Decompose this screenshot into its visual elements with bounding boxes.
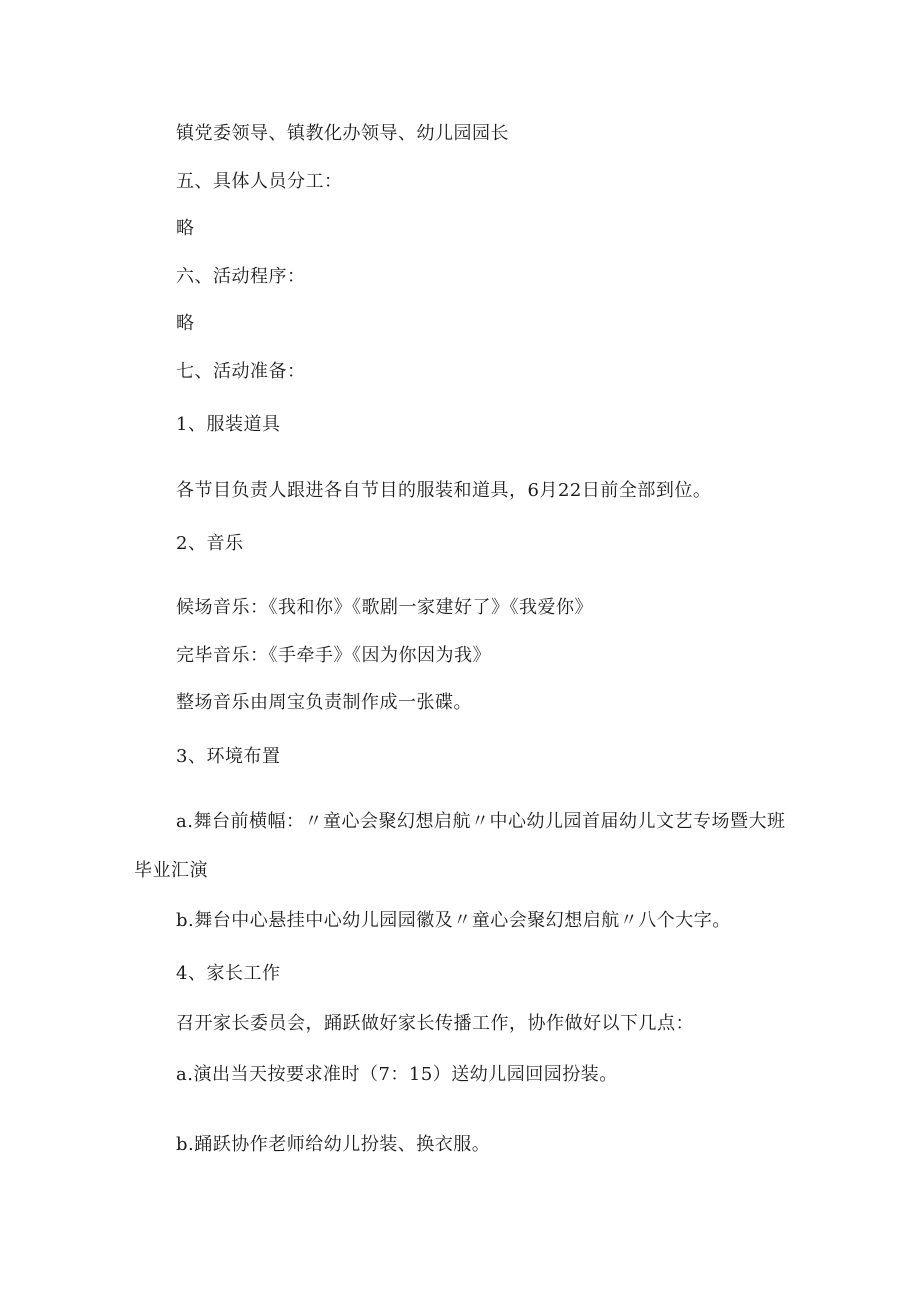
section-heading-staff: 五、具体人员分工：: [176, 171, 343, 192]
parents-meeting-text: 召开家长委员会，踊跃做好家长传播工作，协作做好以下几点：: [176, 1013, 694, 1034]
parents-item-b: b.踊跃协作老师给幼儿扮装、换衣服。: [176, 1134, 491, 1155]
banner-text-line1: a.舞台前横幅：〃童心会聚幻想启航〃中心幼儿园首届幼儿文艺专场暨大班: [176, 811, 786, 832]
emblem-text: b.舞台中心悬挂中心幼儿园园徽及〃童心会聚幻想启航〃八个大字。: [176, 910, 731, 931]
banner-text-line2: 毕业汇演: [134, 860, 208, 881]
costumes-text: 各节目负责人跟进各自节目的服装和道具，6月22日前全部到位。: [176, 480, 712, 501]
parents-item-a: a.演出当天按要求准时（7：15）送幼儿园回园扮装。: [176, 1064, 618, 1085]
subheading-music: 2、音乐: [176, 533, 244, 554]
subheading-parents: 4、家长工作: [176, 963, 281, 984]
attendees-line: 镇党委领导、镇教化办领导、幼儿园园长: [176, 123, 509, 144]
music-disc-text: 整场音乐由周宝负责制作成一张碟。: [176, 692, 472, 713]
section-heading-program: 六、活动程序：: [176, 266, 306, 287]
subheading-costumes: 1、服装道具: [176, 414, 281, 435]
staff-omitted-text: 略: [176, 218, 195, 239]
waiting-music-text: 候场音乐：《我和你》《歌剧一家建好了》《我爱你》: [176, 597, 593, 618]
subheading-environment: 3、环境布置: [176, 746, 281, 767]
section-heading-preparation: 七、活动准备：: [176, 361, 306, 382]
program-omitted-text: 略: [176, 313, 195, 334]
ending-music-text: 完毕音乐：《手牵手》《因为你因为我》: [176, 645, 491, 666]
